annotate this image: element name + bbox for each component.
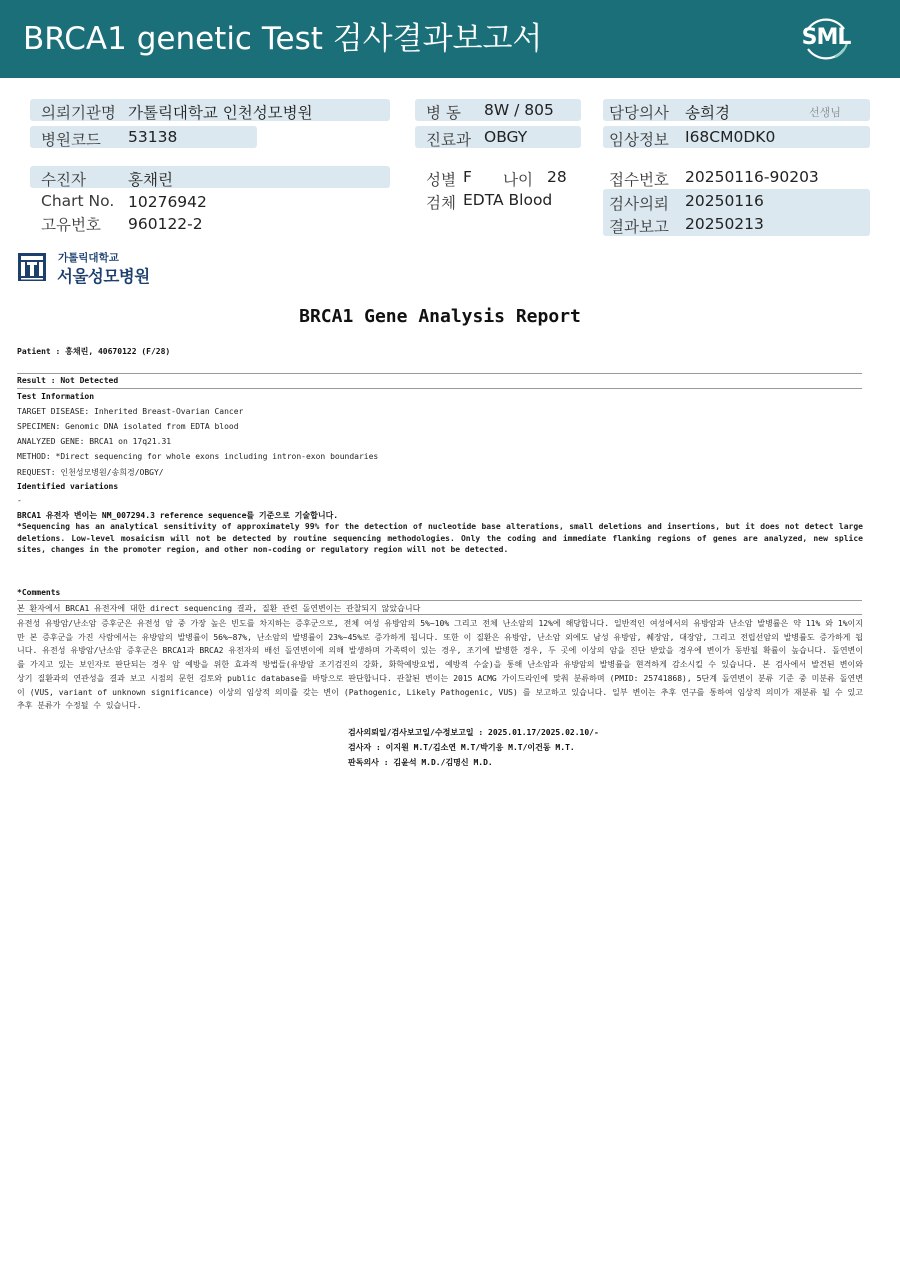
report-date-value: 20250213: [685, 215, 764, 233]
clinical-value: I68CM0DK0: [685, 128, 776, 146]
request-org-label: 의뢰기관명: [41, 104, 116, 122]
analyzed-gene-line: ANALYZED GENE: BRCA1 on 17q21.31: [17, 437, 172, 446]
method-line: METHOD: *Direct sequencing for whole exons including intron-exon boundaries: [17, 452, 379, 461]
hospital-logo-name: 서울성모병원: [57, 267, 150, 286]
comments-header: *Comments: [17, 588, 61, 597]
report-header-bar: [0, 0, 900, 78]
dates-line: 검사의뢰일/검사보고일/수정보고일 : 2025.01.17/2025.02.10/-: [348, 728, 599, 737]
hospital-emblem-icon: [17, 251, 47, 283]
divider: [17, 600, 862, 601]
sml-logo-text: SML: [801, 25, 851, 50]
request-date-value: 20250116: [685, 192, 764, 210]
chart-label: Chart No.: [41, 192, 115, 210]
result-line: Result : Not Detected: [17, 376, 119, 385]
divider: [17, 373, 862, 374]
testers-line: 검사자 : 이지원 M.T/김소연 M.T/박기응 M.T/이건동 M.T.: [348, 743, 575, 752]
ward-label: 병 동: [426, 104, 461, 122]
no-variation-dash: -: [17, 496, 22, 505]
specimen-line: SPECIMEN: Genomic DNA isolated from EDTA blood: [17, 422, 239, 431]
specimen-label: 검체: [426, 194, 456, 212]
hospital-logo-university: 가톨릭대학교: [58, 252, 119, 264]
dept-value: OBGY: [484, 128, 528, 146]
uid-value: 960122-2: [128, 215, 203, 233]
request-date-label: 검사의뢰: [609, 195, 669, 213]
comment-result-line: 본 환자에서 BRCA1 유전자에 대한 direct sequencing 결과, 질환 관련 돌연변이는 관찰되지 않았습니다: [17, 604, 421, 613]
clinical-label: 임상정보: [609, 131, 669, 149]
hospital-code-value: 53138: [128, 128, 178, 146]
identified-variations-header: Identified variations: [17, 482, 119, 491]
ward-value: 8W / 805: [484, 101, 554, 119]
patient-label: 수진자: [41, 171, 86, 189]
hospital-logo: [17, 250, 177, 286]
report-body-title: BRCA1 Gene Analysis Report: [299, 306, 581, 327]
reference-sequence-note: BRCA1 유전자 변이는 NM_007294.3 reference sequence를 기준으로 기술합니다.: [17, 511, 339, 520]
report-date-label: 결과보고: [609, 218, 669, 236]
age-label: 나이: [503, 171, 533, 189]
request-line: REQUEST: 인천성모병원/송희경/OBGY/: [17, 468, 164, 477]
test-info-header: Test Information: [17, 392, 95, 401]
target-disease-line: TARGET DISEASE: Inherited Breast-Ovarian Cancer: [17, 407, 244, 416]
doctor-suffix: 선생님: [809, 106, 841, 119]
age-value: 28: [547, 168, 567, 186]
sml-logo: [800, 13, 852, 65]
hospital-code-label: 병원코드: [41, 131, 101, 149]
divider: [17, 614, 862, 615]
uid-label: 고유번호: [41, 216, 101, 234]
receipt-value: 20250116-90203: [685, 168, 819, 186]
comment-body: 유전성 유방암/난소암 증후군은 유전성 암 중 가장 높은 빈도를 차지하는 증후군으로, 전체 여성 유방암의 5%~10% 그리고 전체 난소암의 12%에 해당합니다. 일반적인 여성에서의 유방암과 난소암 발병률은 약 11% 와 1%이지만 본 증후군을 가진 사람에서는 유방암의 발병률이 56%~87%, 난소암의 발병률이 23%~45%로 증가하게 됩니다. 또한 이 질환은 유방암, 난소암 외에도 남성 유방암, 췌장암, 대장암, 그리고 전립선암의 발병률도 증가하게 됩니다. 유전성 유방암/난소암 증후군은 BRCA1과 BRCA2 유전자의 배선 돌연변이에 의해 발생하며 가족력이 있는 경우, 조기에 발병한 경우, 두 곳에 이상의 암을 진단 받았을 경우에 변이가 동반될 확률이 높습니다. 돌연변이를 가지고 있는 보인자로 판단되는 경우 암 예방을 위한 효과적 방법들(유방암 조기검진의 강화, 화학예방요법, 예방적 수술)을 통해 난소암과 유방암의 발병률을 현격하게 감소시킬 수 있습니다. 본 검사에서 발견된 변이와 상기 질환과의 연관성을 결과 보고 시점의 문헌 검토와 public database를 바탕으로 판단합니다. 관찰된 변이는 2015 ACMG 가이드라인에 맞춰 분류하며 (PMID: 25741868), 5단계 돌연변이 분류 기준 중 미분류 돌연변이 (VUS, variant of unknown significance) 이상의 임상적 의미를 갖는 변이 (Pathogenic, Likely Pathogenic, VUS) 를 보고하고 있습니다. 일부 변이는 추후 연구를 통하여 임상적 의미가 재분류 될 수 있고 추후 분류가 수정될 수 있습니다.: [17, 619, 863, 711]
specimen-value: EDTA Blood: [463, 191, 553, 209]
sequencing-limitation-note: *Sequencing has an analytical sensitivity of approximately 99% for the detection of nucleotide base alterations, small deletions and insertions, but it does not detect large deletions. Low-level mosaicism will not be detected by routine sequencing methodologies. Only the coding and immediate flanking regions of genes are analyzed, new splice sites, changes in the promoter region, and other non-coding or regulatory region will not be detected.: [17, 522, 863, 555]
sex-label: 성별: [426, 171, 456, 189]
patient-line: Patient : 홍채린, 40670122 (F/28): [17, 347, 171, 356]
report-title: BRCA1 genetic Test 검사결과보고서: [23, 21, 543, 57]
chart-value: 10276942: [128, 193, 207, 211]
sex-value: F: [463, 168, 472, 186]
patient-value: 홍채린: [128, 171, 173, 189]
receipt-label: 접수번호: [609, 171, 669, 189]
doctor-label: 담당의사: [609, 104, 669, 122]
request-org-value: 가톨릭대학교 인천성모병원: [128, 104, 313, 122]
reader-line: 판독의사 : 김윤석 M.D./김명신 M.D.: [348, 758, 493, 767]
doctor-value: 송희경: [685, 104, 730, 122]
dept-label: 진료과: [426, 131, 471, 149]
divider: [17, 388, 862, 389]
